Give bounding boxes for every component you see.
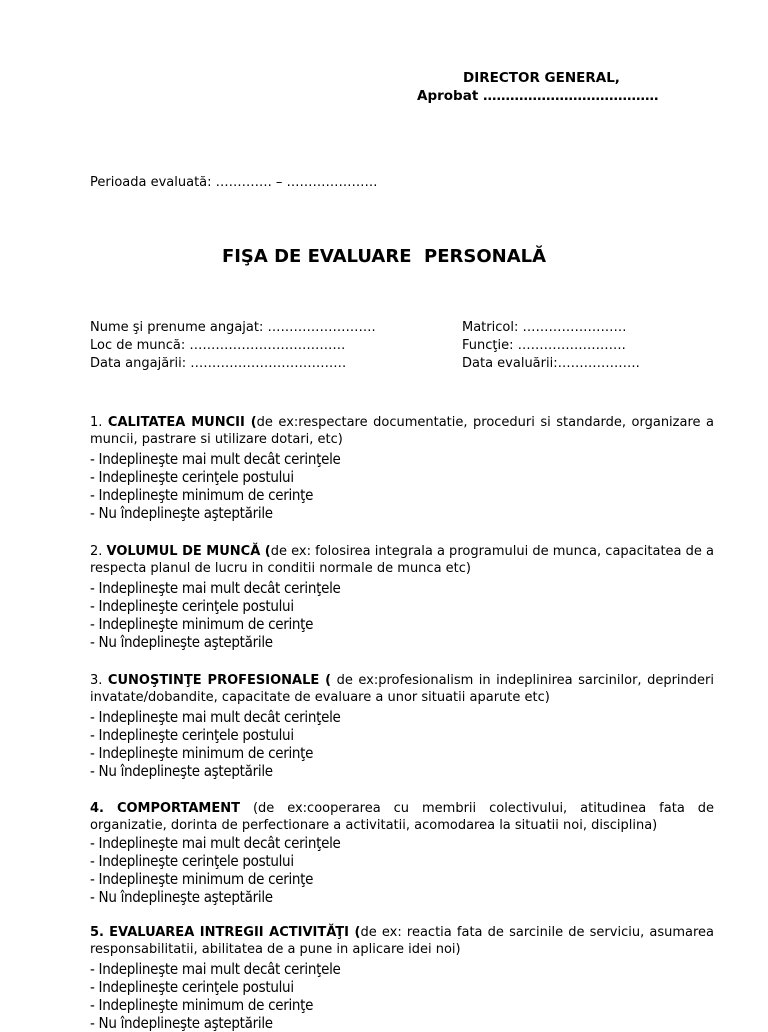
option-exceeds: - Indeplineşte mai mult decât cerinţele	[90, 834, 341, 852]
section-title: EVALUAREA INTREGII ACTIVITĂŢI (	[109, 925, 361, 940]
section-number: 3.	[90, 673, 103, 688]
option-minimum: - Indeplineşte minimum de cerinţe	[90, 744, 314, 762]
section-number: 4.	[90, 801, 104, 816]
rating-options	[90, 960, 714, 1032]
option-exceeds: - Indeplineşte mai mult decât cerinţele	[90, 708, 341, 726]
section-title: VOLUMUL DE MUNCĂ (	[106, 544, 271, 559]
option-below: - Nu îndeplineşte aşteptările	[90, 888, 273, 906]
section-number: 1.	[90, 415, 103, 430]
option-below: - Nu îndeplineşte aşteptările	[90, 1014, 273, 1032]
section-description: (de ex:cooperarea cu membrii colectivului, atitudinea fata de organizatie, dorinta de perfectionare a activitatii, acomodarea la situatii noi, disciplina)	[90, 801, 714, 833]
option-meets: - Indeplineşte cerinţele postului	[90, 468, 294, 486]
option-minimum: - Indeplineşte minimum de cerinţe	[90, 870, 314, 888]
option-meets: - Indeplineşte cerinţele postului	[90, 978, 294, 996]
option-exceeds: - Indeplineşte mai mult decât cerinţele	[90, 579, 341, 597]
section-header	[90, 543, 714, 577]
section-header	[90, 672, 714, 706]
section-number: 5.	[90, 925, 104, 940]
workplace-field: Loc de muncă: ………………………………	[90, 338, 346, 353]
hire-date-field: Data angajării: ………………………………	[90, 356, 347, 371]
section-header	[90, 924, 714, 958]
section-title: CALITATEA MUNCII (	[107, 415, 257, 430]
section-description: de ex:respectare documentatie, proceduri si standarde, organizare a muncii, pastrare si utilizare dotari, etc)	[90, 415, 714, 447]
function-field: Funcţie: …………………….	[462, 338, 626, 353]
page-title: FIŞA DE EVALUARE PERSONALĂ	[221, 246, 547, 267]
section-description: de ex: reactia fata de sarcinile de serviciu, asumarea responsabilitatii, abilitatea de a pune in aplicare idei noi)	[90, 925, 714, 957]
option-exceeds: - Indeplineşte mai mult decât cerinţele	[90, 960, 341, 978]
section-title: CUNOŞTINŢE PROFESIONALE (	[107, 673, 332, 688]
approved-signature-line: Aprobat …………………………………	[417, 88, 659, 104]
section-overall-activity	[90, 924, 714, 1032]
section-work-quality	[90, 414, 714, 522]
section-number: 2.	[90, 544, 103, 559]
option-meets: - Indeplineşte cerinţele postului	[90, 597, 294, 615]
option-meets: - Indeplineşte cerinţele postului	[90, 726, 294, 744]
rating-options	[90, 708, 714, 780]
rating-options	[90, 450, 714, 522]
section-behavior	[90, 800, 714, 906]
rating-options	[90, 579, 714, 651]
option-below: - Nu îndeplineşte aşteptările	[90, 762, 273, 780]
option-meets: - Indeplineşte cerinţele postului	[90, 852, 294, 870]
matricol-field: Matricol: ……………………	[462, 320, 627, 335]
section-title: COMPORTAMENT	[116, 801, 240, 816]
option-minimum: - Indeplineşte minimum de cerinţe	[90, 486, 314, 504]
evaluation-period: Perioada evaluată: …………. – …………………	[90, 175, 378, 190]
option-below: - Nu îndeplineşte aşteptările	[90, 633, 273, 651]
option-minimum: - Indeplineşte minimum de cerinţe	[90, 615, 314, 633]
section-description: de ex:profesionalism in indeplinirea sarcinilor, deprinderi invatate/dobandite, capacitate de evaluare a unor situatii aparute etc)	[90, 673, 714, 705]
director-general-label: DIRECTOR GENERAL,	[463, 70, 620, 86]
evaluation-date-field: Data evaluării:……………….	[462, 356, 640, 371]
employee-name-field: Nume şi prenume angajat: …………………….	[90, 320, 376, 335]
section-professional-knowledge	[90, 672, 714, 780]
section-description: de ex: folosirea integrala a programului de munca, capacitatea de a respecta planul de lucru in conditii normale de munca etc)	[90, 544, 714, 576]
option-minimum: - Indeplineşte minimum de cerinţe	[90, 996, 314, 1014]
option-below: - Nu îndeplineşte aşteptările	[90, 504, 273, 522]
option-exceeds: - Indeplineşte mai mult decât cerinţele	[90, 450, 341, 468]
section-work-volume	[90, 543, 714, 651]
rating-options	[90, 834, 714, 906]
section-header	[90, 414, 714, 448]
section-header	[90, 800, 714, 834]
